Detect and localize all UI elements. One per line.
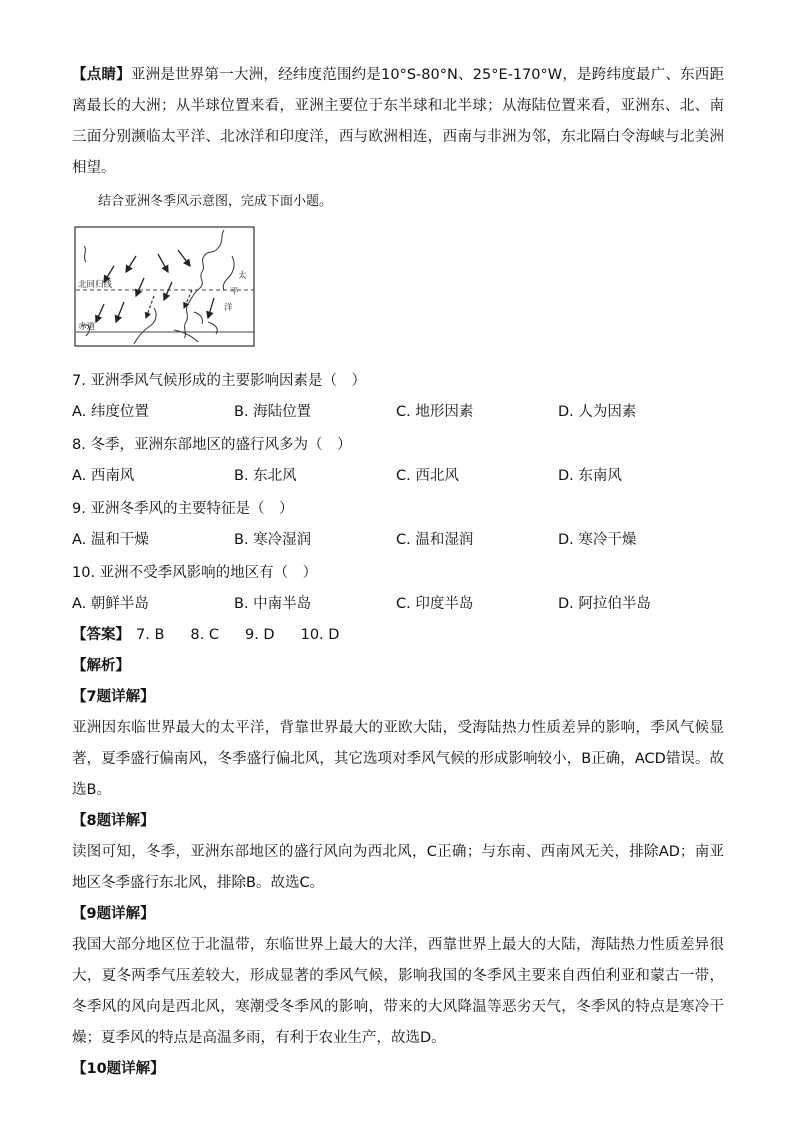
answer-item: 8. C [190, 627, 219, 643]
detail-8-text: 读图可知，冬季，亚洲东部地区的盛行风向为西北风，C正确；与东南、西南风无关，排除AD；南亚地区冬季盛行东北风，排除B。故选C。 [72, 844, 724, 891]
intro-text: 结合亚洲冬季风示意图，完成下面小题。 [98, 194, 333, 209]
option: A. 纬度位置 [72, 404, 149, 420]
question-9-options [72, 525, 724, 556]
option: D. 阿拉伯半岛 [558, 596, 651, 612]
option: B. 寒冷湿润 [234, 532, 312, 548]
question-8-stem: 8. 冬季，亚洲东部地区的盛行风多为（ ） [72, 437, 352, 453]
option: D. 人为因素 [558, 404, 637, 420]
answer-item: 7. B [136, 627, 165, 643]
option: A. 朝鲜半岛 [72, 596, 149, 612]
comment-paragraph [72, 60, 724, 184]
detail-7-head: 【7题详解】 [72, 689, 155, 705]
option: C. 西北风 [396, 468, 459, 484]
option: B. 海陆位置 [234, 404, 312, 420]
analysis-tag: 【解析】 [72, 658, 130, 674]
option: C. 印度半岛 [396, 596, 474, 612]
option: C. 温和湿润 [396, 532, 474, 548]
equator-label: 赤道 [78, 322, 96, 332]
detail-8-head: 【8题详解】 [72, 813, 155, 829]
document-page [72, 60, 724, 1085]
comment-text: 亚洲是世界第一大洲，经纬度范围约是10°S-80°N、25°E-170°W，是跨纬度最广、东西距离最长的大洲；从半球位置来看，亚洲主要位于东半球和北半球；从海陆位置来看，亚洲东、北、南三面分别濒临太平洋、北冰洋和印度洋，西与欧洲相连，西南与非洲为邻，东北隔白令海峡与北美洲相望。 [72, 67, 725, 176]
ocean-label-tai: 太 [238, 271, 247, 281]
map-svg [74, 226, 256, 348]
question-10-stem: 10. 亚洲不受季风影响的地区有（ ） [72, 565, 318, 581]
option: A. 西南风 [72, 468, 135, 484]
question-8-options [72, 461, 724, 492]
option: D. 寒冷干燥 [558, 532, 637, 548]
detail-9-text: 我国大部分地区位于北温带，东临世界上最大的大洋，西靠世界上最大的大陆，海陆热力性质差异很大，夏冬两季气压差较大，形成显著的季风气候，影响我国的冬季风主要来自西伯利亚和蒙古一带，冬季风的风向是西北风，寒潮受冬季风的影响，带来的大风降温等恶劣天气，冬季风的特点是寒冷干燥；夏季风的特点是高温多雨，有利于农业生产，故选D。 [72, 937, 724, 1046]
detail-7-text: 亚洲因东临世界最大的太平洋，背靠世界最大的亚欧大陆，受海陆热力性质差异的影响，季风气候显著，夏季盛行偏南风，冬季盛行偏北风，其它选项对季风气候的形成影响较小，B正确，ACD错误。故选B。 [72, 720, 724, 798]
option: B. 东北风 [234, 468, 297, 484]
option: B. 中南半岛 [234, 596, 312, 612]
comment-tag: 【点睛】 [72, 67, 131, 83]
detail-10-head: 【10题详解】 [72, 1061, 165, 1077]
option: C. 地形因素 [396, 404, 474, 420]
question-7-stem: 7. 亚洲季风气候形成的主要影响因素是（ ） [72, 373, 366, 389]
answer-tag: 【答案】 [72, 627, 130, 643]
answer-item: 10. D [300, 627, 340, 643]
ocean-label-ping: 平 [230, 287, 239, 297]
answer-line [72, 620, 724, 651]
question-7-options [72, 397, 724, 428]
question-10-options [72, 589, 724, 620]
option: D. 东南风 [558, 468, 622, 484]
questions-block [72, 366, 724, 620]
option: A. 温和干燥 [72, 532, 149, 548]
question-9-stem: 9. 亚洲冬季风的主要特征是（ ） [72, 501, 294, 517]
tropic-label: 北回归线 [78, 280, 113, 290]
detail-9-head: 【9题详解】 [72, 906, 155, 922]
answer-item: 9. D [244, 627, 275, 643]
ocean-label-yang: 洋 [224, 303, 233, 313]
asia-winter-monsoon-map [74, 226, 256, 348]
